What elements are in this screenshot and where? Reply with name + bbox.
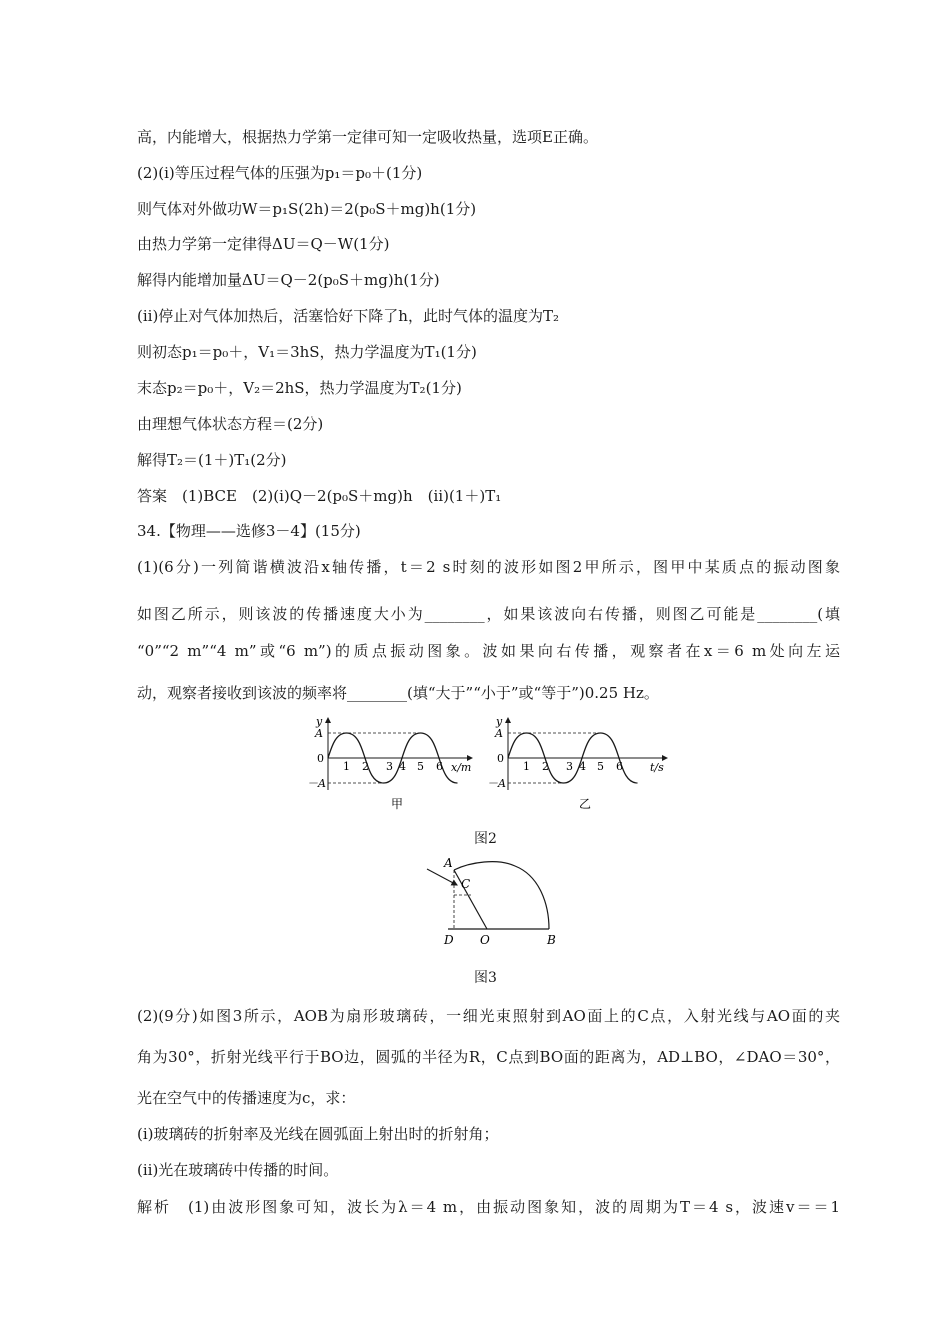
figure-2-wave-graphs <box>0 712 950 822</box>
text-line-10: 解得T₂＝(1＋)T₁(2分) <box>137 451 287 469</box>
origin-label: 0 <box>497 752 504 765</box>
solution-line-1: 解析 (1)由波形图象可知，波长为λ＝4 m，由振动图象知，波的周期为T＝4 s，波速v＝＝1 <box>137 1198 840 1216</box>
text-line-9: 由理想气体状态方程＝(2分) <box>137 415 324 433</box>
question-1-line-2: 如图乙所示，则该波的传播速度大小为________，如果该波向右传播，则图乙可能是________(填 <box>137 605 840 623</box>
tick-6: 6 <box>616 760 623 773</box>
text-line-1: 高，内能增大，根据热力学第一定律可知一定吸收热量，选项E正确。 <box>137 128 598 146</box>
question-2-line-2: 角为30°，折射光线平行于BO边，圆弧的半径为R，C点到BO面的距离为，AD⊥BO，∠DAO＝30°， <box>137 1048 840 1066</box>
text-line-4: 由热力学第一定律得ΔU＝Q－W(1分) <box>137 235 390 253</box>
text-line-5: 解得内能增加量ΔU＝Q－2(p₀S＋mg)h(1分) <box>137 271 440 289</box>
y-axis-label: y <box>496 715 503 728</box>
amp-neg-label: －A <box>307 777 326 790</box>
question-1-line-4: 动，观察者接收到该波的频率将________(填“大于”“小于”或“等于”)0.25 Hz。 <box>137 684 659 702</box>
text-line-7: 则初态p₁＝p₀＋，V₁＝3hS，热力学温度为T₁(1分) <box>137 343 477 361</box>
amp-pos-label: A <box>495 727 503 740</box>
tick-1: 1 <box>343 760 350 773</box>
figure-3-sector-diagram <box>0 856 950 956</box>
question-2-part-i: (ⅰ)玻璃砖的折射率及光线在圆弧面上射出时的折射角； <box>137 1125 499 1143</box>
graph-label-yi: 乙 <box>579 797 592 811</box>
tick-4: 4 <box>579 760 586 773</box>
graph-label-jia: 甲 <box>391 797 404 811</box>
label-o: O <box>480 933 490 947</box>
incident-ray <box>427 869 457 885</box>
tick-5: 5 <box>417 760 424 773</box>
amp-neg-label: －A <box>487 777 506 790</box>
label-d: D <box>444 933 454 947</box>
t-axis-label: t/s <box>650 761 664 774</box>
question-2-part-ii: (ⅱ)光在玻璃砖中传播的时间。 <box>137 1161 339 1179</box>
x-axis-label: x/m <box>451 761 472 774</box>
amp-pos-label: A <box>315 727 323 740</box>
origin-label: 0 <box>317 752 324 765</box>
text-line-8: 末态p₂＝p₀＋，V₂＝2hS，热力学温度为T₂(1分) <box>137 379 462 397</box>
tick-5: 5 <box>597 760 604 773</box>
tick-1: 1 <box>523 760 530 773</box>
answer-line: 答案 (1)BCE (2)(ⅰ)Q－2(p₀S＋mg)h (ⅱ)(1＋)T₁ <box>137 487 502 505</box>
ao-edge <box>454 870 487 929</box>
tick-6: 6 <box>436 760 443 773</box>
question-2-line-3: 光在空气中的传播速度为c，求： <box>137 1089 356 1107</box>
label-b: B <box>547 933 556 947</box>
text-line-2: (2)(ⅰ)等压过程气体的压强为p₁＝p₀＋(1分) <box>137 164 423 182</box>
figure-3-caption: 图3 <box>474 970 497 986</box>
tick-3: 3 <box>386 760 393 773</box>
label-a: A <box>444 856 453 870</box>
figure-2-caption: 图2 <box>474 831 497 847</box>
y-axis-label: y <box>316 715 323 728</box>
tick-2: 2 <box>542 760 549 773</box>
question-2-line-1: (2)(9分)如图3所示，AOB为扇形玻璃砖，一细光束照射到AO面上的C点，入射光线与AO面的夹 <box>137 1007 840 1025</box>
label-c: C <box>461 877 471 891</box>
graph-jia <box>307 715 472 811</box>
graph-yi <box>487 715 667 811</box>
text-line-3: 则气体对外做功W＝p₁S(2h)＝2(p₀S＋mg)h(1分) <box>137 200 477 218</box>
text-line-6: (ⅱ)停止对气体加热后，活塞恰好下降了h，此时气体的温度为T₂ <box>137 307 559 325</box>
question-1-line-1: (1)(6分)一列简谐横波沿x轴传播，t＝2 s时刻的波形如图2甲所示，图甲中某质点的振动图象 <box>137 558 840 576</box>
tick-4: 4 <box>399 760 406 773</box>
question-1-line-3: “0”“2 m”“4 m”或“6 m”)的质点振动图象。波如果向右传播，观察者在x＝6 m处向左运 <box>137 642 840 660</box>
tick-2: 2 <box>362 760 369 773</box>
section-heading: 34.【物理——选修3－4】(15分) <box>137 522 361 540</box>
tick-3: 3 <box>566 760 573 773</box>
